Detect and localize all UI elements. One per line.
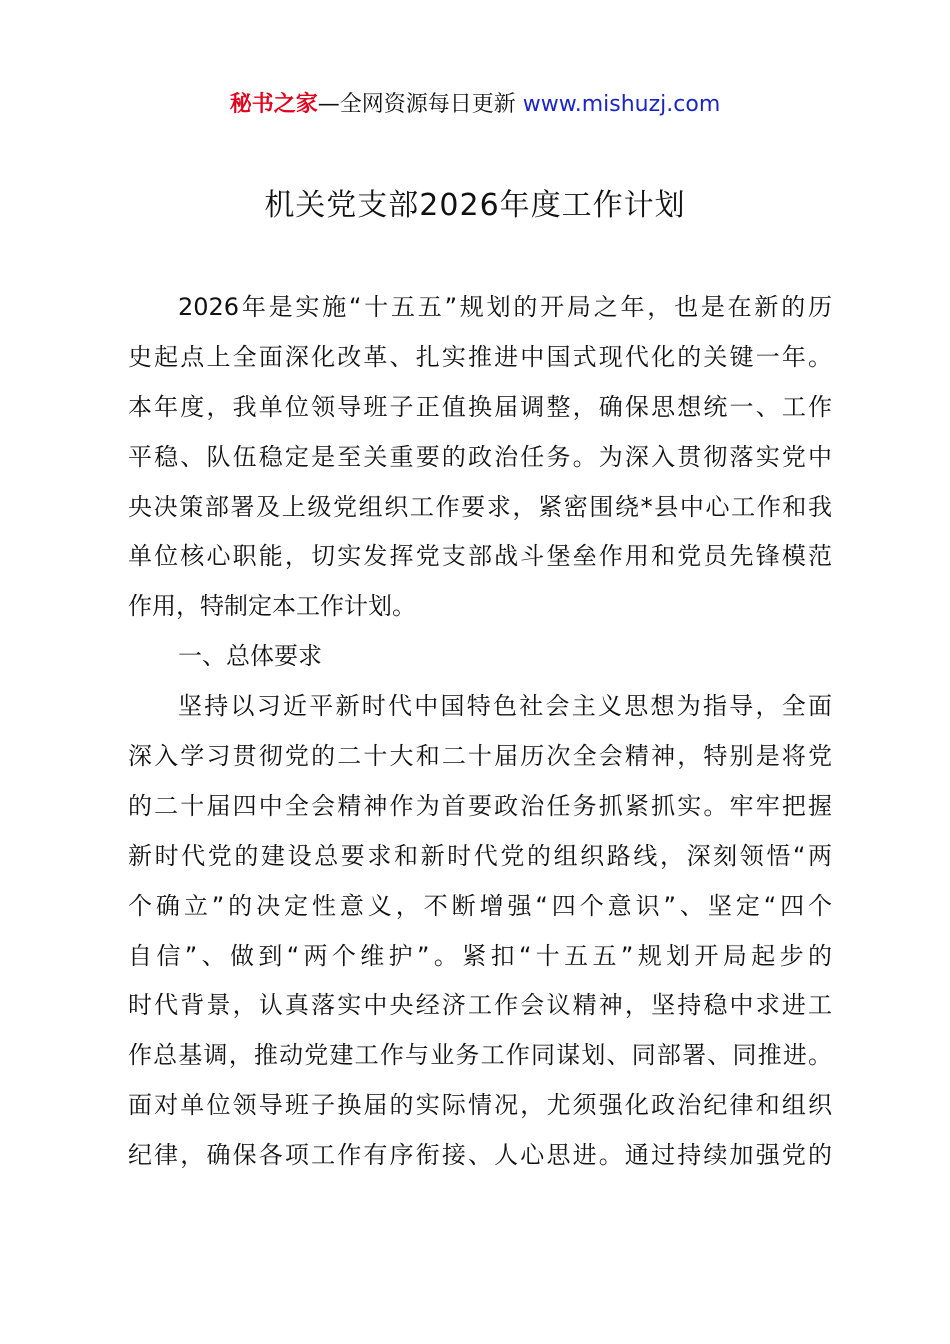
- site-brand: 秘书之家: [229, 92, 318, 117]
- paragraph-line: 个确立”的决定性意义，不断增强“四个意识”、坚定“四个: [128, 891, 832, 920]
- paragraph-line: 深入学习贯彻党的二十大和二十届历次全会精神，特别是将党: [128, 742, 832, 771]
- paragraph-line: 单位核心职能，切实发挥党支部战斗堡垒作用和党员先锋模范: [128, 542, 832, 571]
- site-tagline: —全网资源每日更新: [317, 92, 523, 117]
- paragraph-line: 本年度，我单位领导班子正值换届调整，确保思想统一、工作: [128, 392, 832, 421]
- paragraph-line: 的二十届四中全会精神作为首要政治任务抓紧抓实。牢牢把握: [128, 791, 832, 820]
- paragraph-line: 作总基调，推动党建工作与业务工作同谋划、同部署、同推进。: [128, 1041, 832, 1070]
- section-heading: 一、总体要求: [178, 642, 322, 671]
- paragraph-line: 纪律，确保各项工作有序衔接、人心思进。通过持续加强党的: [128, 1141, 832, 1170]
- paragraph-line: 时代背景，认真落实中央经济工作会议精神，坚持稳中求进工: [128, 991, 832, 1020]
- document-body: [128, 283, 832, 1181]
- paragraph-line: 央决策部署及上级党组织工作要求，紧密围绕*县中心工作和我: [128, 492, 832, 521]
- paragraph-line: 面对单位领导班子换届的实际情况，尤须强化政治纪律和组织: [128, 1091, 832, 1120]
- paragraph-line: 史起点上全面深化改革、扎实推进中国式现代化的关键一年。: [128, 342, 832, 371]
- site-url-link[interactable]: www.mishuzj.com: [522, 92, 721, 117]
- paragraph-line: 平稳、队伍稳定是至关重要的政治任务。为深入贯彻落实党中: [128, 442, 832, 471]
- paragraph-line: 2026年是实施“十五五”规划的开局之年，也是在新的历: [178, 293, 832, 321]
- paragraph-line: 坚持以习近平新时代中国特色社会主义思想为指导，全面: [178, 692, 832, 721]
- paragraph-line: 作用，特制定本工作计划。: [128, 592, 416, 621]
- paragraph-line: 新时代党的建设总要求和新时代党的组织路线，深刻领悟“两: [128, 841, 832, 870]
- site-header: [0, 88, 950, 122]
- paragraph-line: 自信”、做到“两个维护”。紧扣“十五五”规划开局起步的: [128, 941, 832, 970]
- document-title: 机关党支部2026年度工作计划: [264, 188, 686, 223]
